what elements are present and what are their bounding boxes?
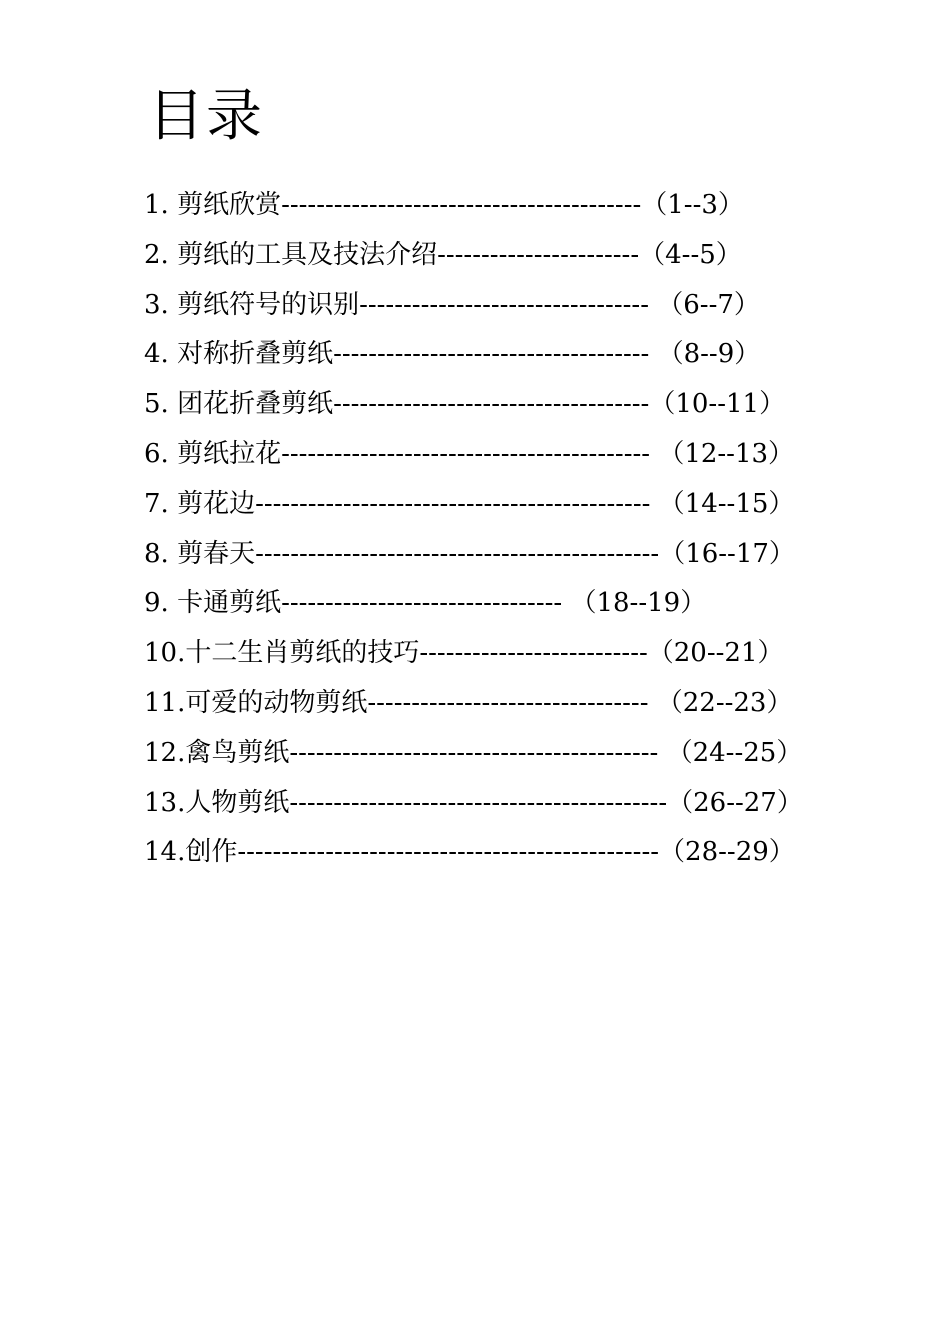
table-of-contents	[144, 183, 844, 880]
toc-entry-text: 5. 团花折叠剪纸------------------------------------（10--11）	[144, 389, 786, 420]
toc-entry	[144, 532, 844, 582]
toc-entry-text: 1. 剪纸欣赏-----------------------------------------（1--3）	[144, 190, 744, 220]
toc-entry-text: 9. 卡通剪纸-------------------------------- （18--19）	[144, 588, 707, 619]
toc-entry-text: 7. 剪花边--------------------------------------------- （14--15）	[144, 488, 795, 519]
toc-entry	[144, 781, 844, 831]
toc-entry	[144, 332, 844, 382]
toc-entry	[144, 681, 844, 731]
toc-entry	[144, 830, 844, 880]
toc-entry	[144, 183, 844, 233]
toc-entry-text: 12.禽鸟剪纸------------------------------------------ （24--25）	[144, 737, 803, 768]
toc-entry	[144, 432, 844, 482]
toc-entry	[144, 283, 844, 333]
page-title: 目录	[148, 84, 264, 149]
toc-entry-text: 4. 对称折叠剪纸------------------------------------ （8--9）	[144, 339, 761, 370]
toc-entry-text: 11.可爱的动物剪纸-------------------------------- （22--23）	[144, 687, 793, 718]
toc-entry-text: 3. 剪纸符号的识别--------------------------------- （6--7）	[144, 289, 760, 320]
toc-entry	[144, 581, 844, 631]
toc-entry-text: 6. 剪纸拉花------------------------------------------ （12--13）	[144, 438, 795, 469]
toc-entry	[144, 482, 844, 532]
toc-entry	[144, 382, 844, 432]
toc-entry-text: 13.人物剪纸-------------------------------------------（26--27）	[144, 787, 803, 818]
toc-entry	[144, 233, 844, 283]
toc-entry	[144, 731, 844, 781]
toc-entry-text: 2. 剪纸的工具及技法介绍-----------------------（4--5）	[144, 239, 742, 270]
toc-entry-text: 10.十二生肖剪纸的技巧--------------------------（20--21）	[144, 638, 784, 669]
toc-entry-text: 8. 剪春天----------------------------------------------（16--17）	[144, 538, 795, 569]
toc-entry-text: 14.创作------------------------------------------------（28--29）	[144, 837, 795, 868]
toc-entry	[144, 631, 844, 681]
